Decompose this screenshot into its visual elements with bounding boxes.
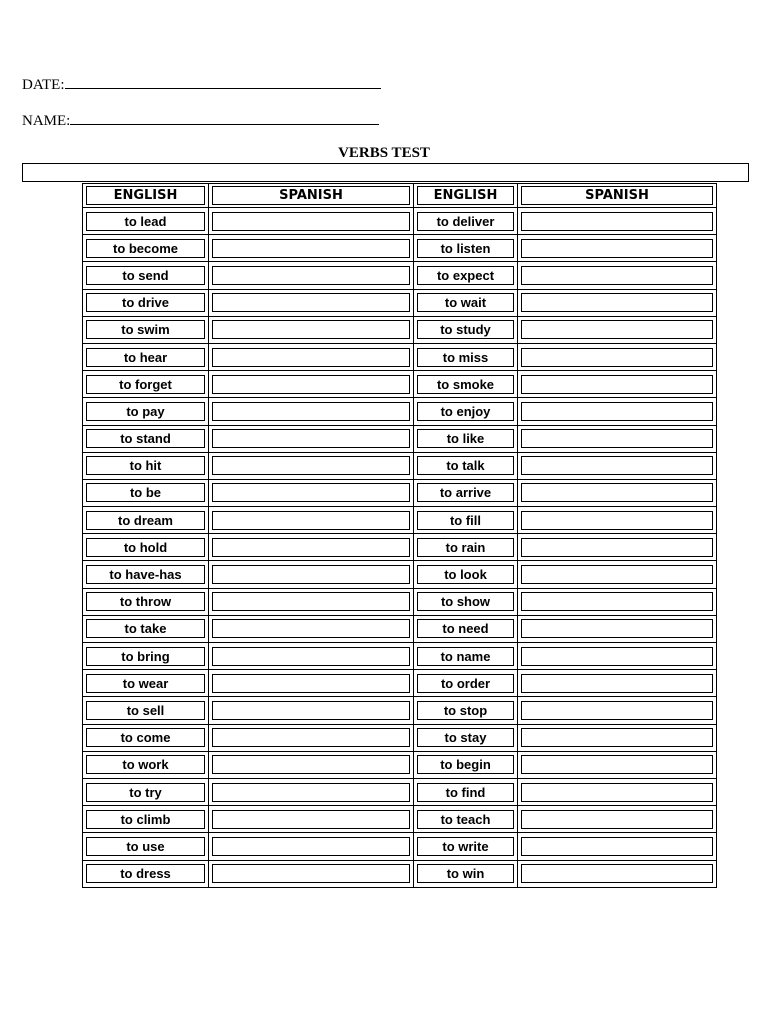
english-verb-left: to send (86, 266, 205, 285)
date-blank-line[interactable] (65, 74, 381, 89)
spanish-answer-left[interactable] (212, 266, 410, 285)
spanish-answer-left[interactable] (212, 293, 410, 312)
spanish-answer-left[interactable] (212, 864, 410, 883)
english-verb-right: to name (417, 647, 514, 666)
spanish-answer-right[interactable] (521, 837, 713, 856)
english-verb-right: to smoke (417, 375, 514, 394)
header-english-right: ENGLISH (417, 186, 514, 205)
english-verb-left: to pay (86, 402, 205, 421)
english-verb-right: to show (417, 592, 514, 611)
spanish-answer-right[interactable] (521, 483, 713, 502)
table-row (83, 806, 717, 833)
spanish-answer-left[interactable] (212, 212, 410, 231)
table-row (83, 425, 717, 452)
table-row (83, 697, 717, 724)
spanish-answer-right[interactable] (521, 592, 713, 611)
spanish-answer-left[interactable] (212, 783, 410, 802)
table-row (83, 208, 717, 235)
spanish-answer-right[interactable] (521, 429, 713, 448)
english-verb-right: to win (417, 864, 514, 883)
spanish-answer-right[interactable] (521, 783, 713, 802)
english-verb-right: to stay (417, 728, 514, 747)
spanish-answer-left[interactable] (212, 456, 410, 475)
english-verb-right: to rain (417, 538, 514, 557)
spanish-answer-left[interactable] (212, 348, 410, 367)
date-field[interactable] (22, 74, 381, 94)
spanish-answer-right[interactable] (521, 619, 713, 638)
table-row (83, 316, 717, 343)
english-verb-left: to bring (86, 647, 205, 666)
english-verb-right: to like (417, 429, 514, 448)
spanish-answer-left[interactable] (212, 619, 410, 638)
spanish-answer-right[interactable] (521, 511, 713, 530)
spanish-answer-left[interactable] (212, 647, 410, 666)
spanish-answer-right[interactable] (521, 320, 713, 339)
spanish-answer-right[interactable] (521, 647, 713, 666)
header-english-left: ENGLISH (86, 186, 205, 205)
spanish-answer-left[interactable] (212, 837, 410, 856)
spanish-answer-left[interactable] (212, 701, 410, 720)
table-row (83, 860, 717, 887)
spanish-answer-left[interactable] (212, 511, 410, 530)
spanish-answer-right[interactable] (521, 538, 713, 557)
spanish-answer-right[interactable] (521, 402, 713, 421)
english-verb-left: to drive (86, 293, 205, 312)
english-verb-right: to begin (417, 755, 514, 774)
spanish-answer-left[interactable] (212, 674, 410, 693)
table-row (83, 778, 717, 805)
header-spanish-left: SPANISH (212, 186, 410, 205)
english-verb-left: to forget (86, 375, 205, 394)
spanish-answer-right[interactable] (521, 701, 713, 720)
name-field[interactable] (22, 110, 379, 130)
verbs-table (82, 183, 717, 888)
page-title: VERBS TEST (338, 145, 430, 161)
table-row (83, 615, 717, 642)
spanish-answer-right[interactable] (521, 755, 713, 774)
english-verb-left: to stand (86, 429, 205, 448)
spanish-answer-left[interactable] (212, 538, 410, 557)
spanish-answer-right[interactable] (521, 456, 713, 475)
table-row (83, 262, 717, 289)
english-verb-right: to arrive (417, 483, 514, 502)
english-verb-right: to miss (417, 348, 514, 367)
english-verb-left: to climb (86, 810, 205, 829)
english-verb-right: to find (417, 783, 514, 802)
table-row (83, 534, 717, 561)
name-blank-line[interactable] (70, 110, 379, 125)
name-label: NAME: (22, 113, 71, 129)
english-verb-right: to deliver (417, 212, 514, 231)
english-verb-left: to hear (86, 348, 205, 367)
english-verb-right: to talk (417, 456, 514, 475)
english-verb-left: to use (86, 837, 205, 856)
english-verb-left: to become (86, 239, 205, 258)
english-verb-left: to dream (86, 511, 205, 530)
english-verb-left: to work (86, 755, 205, 774)
table-row (83, 343, 717, 370)
english-verb-right: to teach (417, 810, 514, 829)
table-row (83, 561, 717, 588)
spanish-answer-right[interactable] (521, 810, 713, 829)
english-verb-right: to listen (417, 239, 514, 258)
spanish-answer-left[interactable] (212, 402, 410, 421)
spanish-answer-right[interactable] (521, 375, 713, 394)
spanish-answer-right[interactable] (521, 348, 713, 367)
english-verb-right: to enjoy (417, 402, 514, 421)
english-verb-right: to wait (417, 293, 514, 312)
english-verb-right: to write (417, 837, 514, 856)
table-row (83, 479, 717, 506)
spanish-answer-right[interactable] (521, 674, 713, 693)
table-row (83, 452, 717, 479)
english-verb-left: to wear (86, 674, 205, 693)
english-verb-left: to swim (86, 320, 205, 339)
table-row (83, 507, 717, 534)
table-row (83, 643, 717, 670)
table-row (83, 289, 717, 316)
english-verb-left: to try (86, 783, 205, 802)
spanish-answer-left[interactable] (212, 320, 410, 339)
table-row (83, 751, 717, 778)
english-verb-right: to look (417, 565, 514, 584)
table-row (83, 235, 717, 262)
table-row (83, 588, 717, 615)
spanish-answer-left[interactable] (212, 755, 410, 774)
english-verb-right: to order (417, 674, 514, 693)
date-label: DATE: (22, 77, 65, 93)
title-divider-box (22, 163, 749, 182)
english-verb-left: to hold (86, 538, 205, 557)
english-verb-left: to have-has (86, 565, 205, 584)
english-verb-left: to come (86, 728, 205, 747)
english-verb-right: to stop (417, 701, 514, 720)
table-row (83, 371, 717, 398)
spanish-answer-right[interactable] (521, 212, 713, 231)
spanish-answer-right[interactable] (521, 565, 713, 584)
english-verb-left: to take (86, 619, 205, 638)
header-spanish-right: SPANISH (521, 186, 713, 205)
english-verb-left: to dress (86, 864, 205, 883)
table-row (83, 724, 717, 751)
table-header-row (83, 184, 717, 208)
spanish-answer-right[interactable] (521, 864, 713, 883)
spanish-answer-left[interactable] (212, 483, 410, 502)
spanish-answer-left[interactable] (212, 565, 410, 584)
english-verb-left: to be (86, 483, 205, 502)
english-verb-left: to sell (86, 701, 205, 720)
english-verb-right: to need (417, 619, 514, 638)
table-row (83, 670, 717, 697)
spanish-answer-left[interactable] (212, 429, 410, 448)
spanish-answer-right[interactable] (521, 239, 713, 258)
spanish-answer-left[interactable] (212, 239, 410, 258)
spanish-answer-right[interactable] (521, 293, 713, 312)
spanish-answer-left[interactable] (212, 375, 410, 394)
table-row (83, 398, 717, 425)
english-verb-right: to fill (417, 511, 514, 530)
english-verb-left: to hit (86, 456, 205, 475)
english-verb-left: to lead (86, 212, 205, 231)
table-row (83, 833, 717, 860)
spanish-answer-left[interactable] (212, 810, 410, 829)
spanish-answer-right[interactable] (521, 728, 713, 747)
english-verb-right: to expect (417, 266, 514, 285)
english-verb-right: to study (417, 320, 514, 339)
spanish-answer-left[interactable] (212, 728, 410, 747)
spanish-answer-left[interactable] (212, 592, 410, 611)
english-verb-left: to throw (86, 592, 205, 611)
verbs-table-body (83, 208, 717, 888)
spanish-answer-right[interactable] (521, 266, 713, 285)
